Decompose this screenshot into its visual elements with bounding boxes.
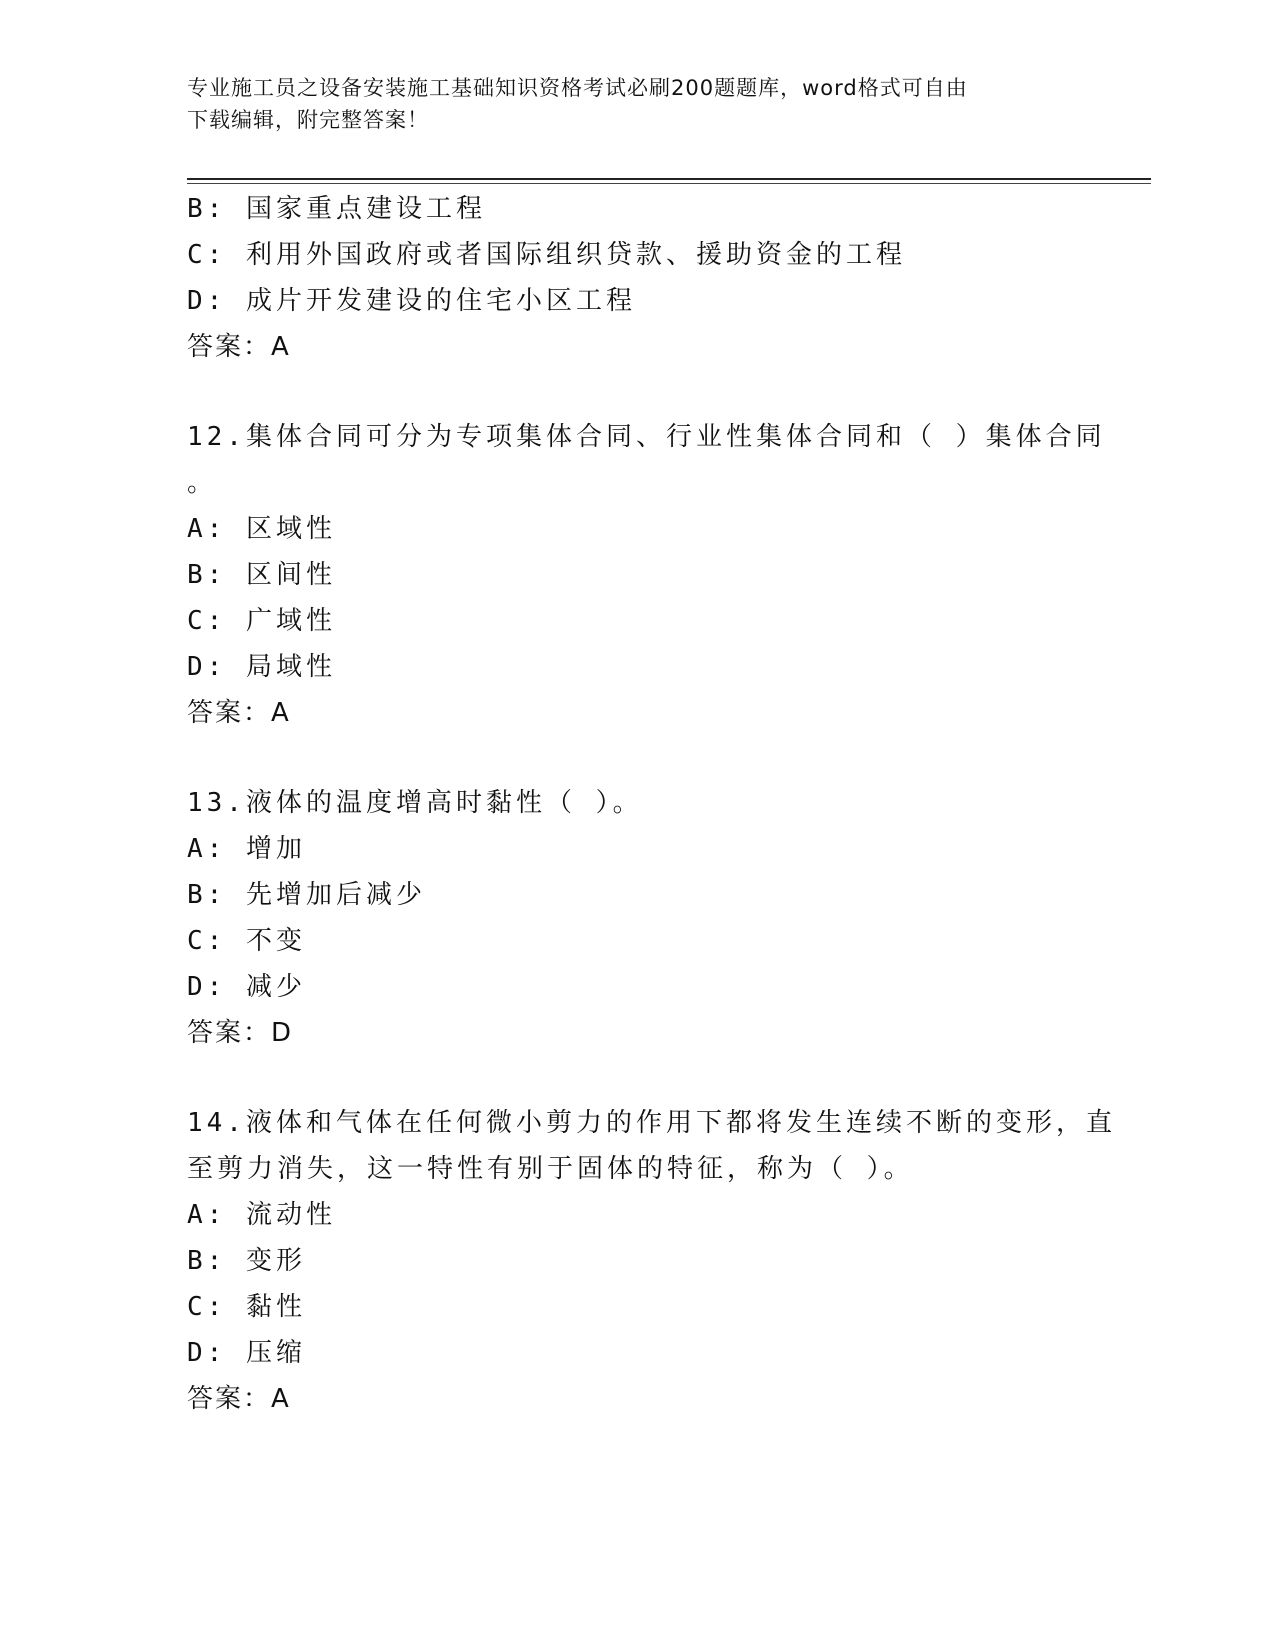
document-body [187, 186, 1116, 1422]
option-a: A: 区域性 [187, 514, 336, 544]
option-b: B: 区间性 [187, 560, 336, 590]
option-b: B: 先增加后减少 [187, 880, 426, 910]
question-stem: 13.液体的温度增高时黏性（ ）。 [187, 788, 643, 818]
option-b: B: 国家重点建设工程 [187, 194, 486, 224]
question-block-12 [187, 414, 1106, 736]
option-d: D: 减少 [187, 972, 306, 1002]
question-block-13 [187, 780, 1087, 1056]
option-c: C: 利用外国政府或者国际组织贷款、援助资金的工程 [187, 240, 906, 270]
option-d: D: 局域性 [187, 652, 336, 682]
option-a: A: 增加 [187, 834, 306, 864]
answer-line: 答案：A [187, 1384, 291, 1414]
question-block-14 [187, 1100, 1116, 1422]
option-a: A: 流动性 [187, 1200, 336, 1230]
option-c: C: 不变 [187, 926, 306, 956]
question-stem-continued: 至剪力消失，这一特性有别于固体的特征，称为（ ）。 [187, 1154, 914, 1184]
option-d: D: 成片开发建设的住宅小区工程 [187, 286, 636, 316]
option-b: B: 变形 [187, 1246, 306, 1276]
answer-line: 答案：A [187, 332, 291, 362]
question-block-11 [187, 186, 1087, 370]
answer-line: 答案：A [187, 698, 291, 728]
option-c: C: 广域性 [187, 606, 336, 636]
header-rule-thin [187, 183, 1151, 184]
question-stem: 12.集体合同可分为专项集体合同、行业性集体合同和（ ）集体合同 [187, 422, 1106, 452]
answer-line: 答案：D [187, 1018, 294, 1048]
header-rule-thick [187, 178, 1151, 180]
document-header [187, 72, 1067, 136]
option-d: D: 压缩 [187, 1338, 306, 1368]
header-line-1: 专业施工员之设备安装施工基础知识资格考试必刷200题题库，word格式可自由 [187, 76, 968, 100]
header-line-2: 下载编辑，附完整答案！ [187, 108, 429, 132]
question-stem-continued: 。 [187, 468, 218, 498]
option-c: C: 黏性 [187, 1292, 306, 1322]
question-stem: 14.液体和气体在任何微小剪力的作用下都将发生连续不断的变形，直 [187, 1108, 1116, 1138]
